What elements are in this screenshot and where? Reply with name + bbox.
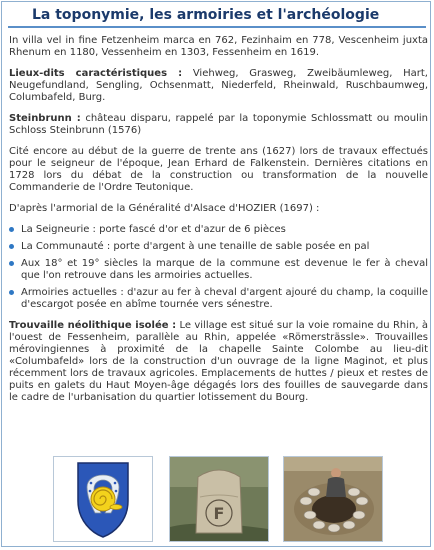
list-item (9, 224, 428, 236)
list-item-text: La Seigneurie : porte fascé d'or et d'azur de 6 pièces (21, 224, 286, 235)
page-title-text: La toponymie, les armoiries et l'archéologie (32, 7, 380, 23)
lieux-dits-text: Viehweg, Grasweg, Zweibäumleweg, Hart, Neugefundland, Sengling, Ochsenmatt, Niederfeld, Rheinwald, Ruschbaumweg, Columbafeld, Burg. (9, 68, 428, 103)
article-body (9, 35, 428, 413)
steinbrunn-label: Steinbrunn : (9, 113, 81, 124)
bullet-icon (9, 244, 14, 249)
list-item (9, 287, 428, 311)
trouvaille-paragraph (9, 320, 428, 404)
armorial-paragraph: D'après l'armorial de la Généralité d'Alsace d'HOZIER (1697) : (9, 203, 320, 214)
list-item-text: Aux 18° et 19° siècles la marque de la commune est devenue le fer à cheval que l'on retrouve dans les armoiries actuelles. (21, 258, 428, 281)
lieux-dits-label: Lieux-dits caractéristiques : (9, 68, 183, 79)
bullet-icon (9, 290, 14, 295)
list-item (9, 241, 428, 253)
cite-paragraph: Cité encore au début de la guerre de trente ans (1627) lors de travaux effectués pour le seigneur de l'époque, Jean Erhard de Falkenstein. Dernières citations en 1728 lors du débat de la construction ou transformation de la nouvelle Commanderie de l'Ordre Teutonique. (9, 146, 428, 193)
bullet-icon (9, 261, 14, 266)
list-item-text: Armoiries actuelles : d'azur au fer à cheval d'argent ajouré du champ, la coquille d'escargot posée en abîme tournée vers sénestre. (21, 287, 428, 310)
page-title (8, 6, 426, 28)
steinbrunn-text: château disparu, rappelé par la toponymie Schlossmatt ou moulin Schloss Steinbrunn (1576) (9, 113, 428, 136)
coat-of-arms-image[interactable] (53, 456, 153, 542)
intro-paragraph: In villa vel in fine Fetzenheim marca en 762, Fezinhaim en 778, Vescenheim juxta Rhenum en 1180, Vessenheim en 1303, Fessenheim en 1619. (9, 35, 428, 58)
list-item (9, 258, 428, 282)
steinbrunn-paragraph (9, 113, 428, 137)
stone-letter: F (213, 504, 225, 523)
bullet-icon (9, 227, 14, 232)
excavated-well-image[interactable] (283, 456, 383, 542)
boundary-stone-image[interactable] (169, 456, 269, 542)
trouvaille-label: Trouvaille néolithique isolée : (9, 320, 177, 331)
content-panel (1, 1, 431, 547)
armorial-list (9, 224, 428, 311)
photo-strip (53, 456, 383, 542)
trouvaille-text: Le village est situé sur la voie romaine du Rhin, à l'ouest de Fessenheim, parallèle au Rhin, appelée «Römersträssle». Trouvailles mérovingiennes à proximité de la chapelle Sainte Colombe au lieu-dit «Columbafeld» lors de la construction d'un ouvrage de la ligne Maginot, et plus récemment lors de travaux agricoles. Emplacements de huttes / pieux et restes de puits en galets du Haut Moyen-âge dégagés lors des fouilles de sauvegarde dans le cadre de l'urbanisation du quartier lotissement du Bourg. (9, 320, 428, 403)
list-item-text: La Communauté : porte d'argent à une tenaille de sable posée en pal (21, 241, 370, 252)
lieux-dits-paragraph (9, 68, 428, 104)
